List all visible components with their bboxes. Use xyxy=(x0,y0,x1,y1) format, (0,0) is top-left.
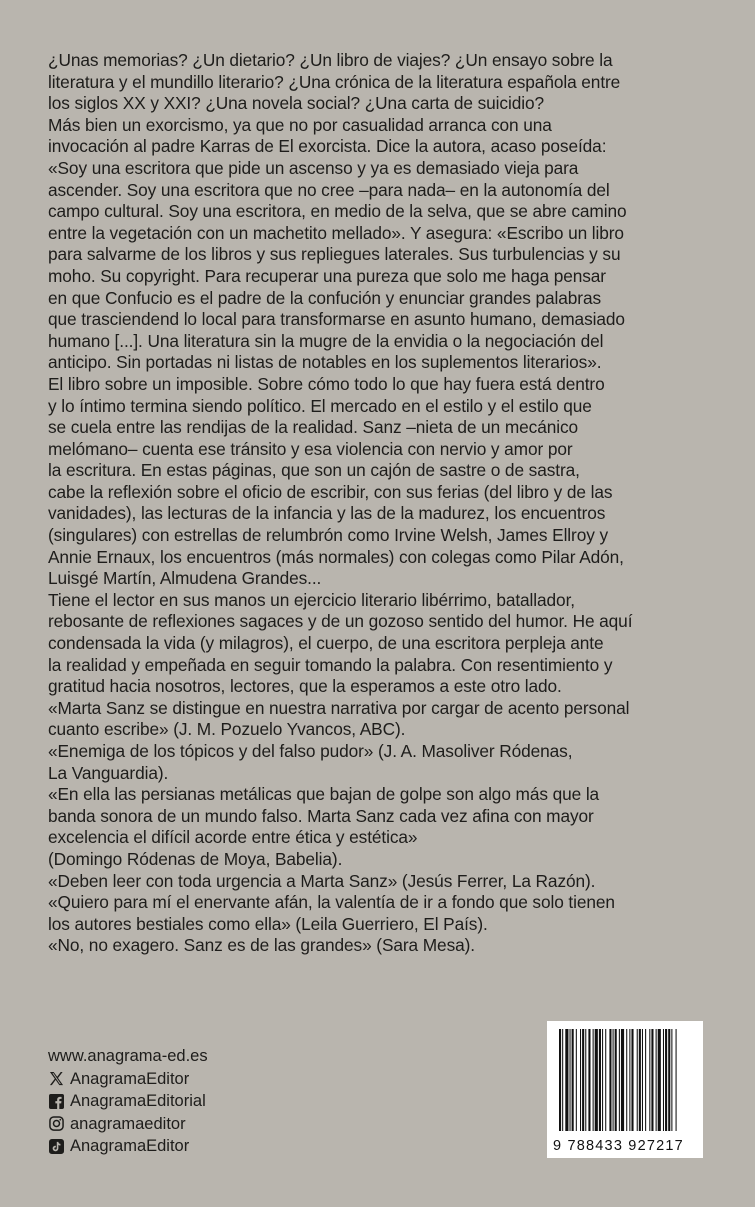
x-icon xyxy=(48,1071,64,1087)
facebook-handle: AnagramaEditorial xyxy=(70,1092,206,1110)
blurb-line: humano [...]. Una literatura sin la mugre de la envidia o la negociación del xyxy=(48,330,604,351)
blurb-line: excelencia el difícil acorde entre ética y estética» xyxy=(48,827,418,848)
blurb-line: rebosante de reflexiones sagaces y de un gozoso sentido del humor. He aquí xyxy=(48,611,633,632)
blurb-line: y lo íntimo termina siendo político. El mercado en el estilo y el estilo que xyxy=(48,395,592,416)
blurb-line: banda sonora de un mundo falso. Marta Sanz cada vez afina con mayor xyxy=(48,805,594,826)
website-link[interactable] xyxy=(48,1045,208,1068)
blurb-line: anticipo. Sin portadas ni listas de notables en los suplementos literarios». xyxy=(48,352,602,373)
blurb-line: «No, no exagero. Sanz es de las grandes» (Sara Mesa). xyxy=(48,935,475,956)
blurb-line: Annie Ernaux, los encuentros (más normales) con colegas como Pilar Adón, xyxy=(48,546,624,567)
facebook-link[interactable] xyxy=(48,1090,208,1113)
blurb-line: literatura y el mundillo literario? ¿Una crónica de la literatura española entre xyxy=(48,71,621,92)
back-cover-blurb xyxy=(48,50,738,957)
tiktok-handle: AnagramaEditor xyxy=(70,1137,190,1155)
website-label: www.anagrama-ed.es xyxy=(48,1047,208,1065)
barcode-bars xyxy=(557,1029,695,1131)
blurb-line: ¿Unas memorias? ¿Un dietario? ¿Un libro de viajes? ¿Un ensayo sobre la xyxy=(48,50,613,70)
publisher-social-links xyxy=(48,1045,208,1158)
blurb-line: se cuela entre las rendijas de la realidad. Sanz –nieta de un mecánico xyxy=(48,417,579,438)
blurb-line: (singulares) con estrellas de relumbrón como Irvine Welsh, James Ellroy y xyxy=(48,525,608,546)
blurb-line: Más bien un exorcismo, ya que no por casualidad arranca con una xyxy=(48,114,552,135)
blurb-line: ascender. Soy una escritora que no cree –para nada– en la autonomía del xyxy=(48,179,610,200)
blurb-line: que trasciendend lo local para transformarse en asunto humano, demasiado xyxy=(48,309,625,330)
blurb-line: entre la vegetación con un machetito mellado». Y asegura: «Escribo un libro xyxy=(48,222,624,243)
blurb-line: El libro sobre un imposible. Sobre cómo todo lo que hay fuera está dentro xyxy=(48,373,605,394)
x-link[interactable] xyxy=(48,1068,208,1091)
blurb-line: «En ella las persianas metálicas que bajan de golpe son algo más que la xyxy=(48,784,600,805)
tiktok-link[interactable] xyxy=(48,1135,208,1158)
blurb-line: melómano– cuenta ese tránsito y esa violencia con nervio y amor por xyxy=(48,438,573,459)
blurb-line: cabe la reflexión sobre el oficio de escribir, con sus ferias (del libro y de las xyxy=(48,481,613,502)
blurb-line: para salvarme de los libros y sus repliegues laterales. Sus turbulencias y su xyxy=(48,244,621,265)
blurb-line: condensada la vida (y milagros), el cuerpo, de una escritora perpleja ante xyxy=(48,633,604,654)
blurb-line: Tiene el lector en sus manos un ejercicio literario libérrimo, batallador, xyxy=(48,589,575,610)
blurb-line: los siglos XX y XXI? ¿Una novela social? ¿Una carta de suicidio? xyxy=(48,93,544,114)
isbn-barcode xyxy=(547,1021,703,1158)
blurb-line: los autores bestiales como ella» (Leila Guerriero, El País). xyxy=(48,913,488,934)
blurb-line: cuanto escribe» (J. M. Pozuelo Yvancos, ABC). xyxy=(48,719,406,740)
blurb-line: invocación al padre Karras de El exorcista. Dice la autora, acaso poseída: xyxy=(48,136,607,157)
blurb-line: «Quiero para mí el enervante afán, la valentía de ir a fondo que solo tienen xyxy=(48,892,615,913)
instagram-link[interactable] xyxy=(48,1113,208,1136)
blurb-line: campo cultural. Soy una escritora, en medio de la selva, que se abre camino xyxy=(48,201,627,222)
blurb-line: Luisgé Martín, Almudena Grandes... xyxy=(48,568,322,589)
blurb-line: vanidades), las lecturas de la infancia y las de la madurez, los encuentros xyxy=(48,503,606,524)
blurb-line: moho. Su copyright. Para recuperar una pureza que solo me haga pensar xyxy=(48,265,606,286)
blurb-line: «Enemiga de los tópicos y del falso pudor» (J. A. Masoliver Ródenas, xyxy=(48,741,573,761)
blurb-line: la realidad y empeñada en seguir tomando la palabra. Con resentimiento y xyxy=(48,654,613,675)
isbn-digits: 9 788433 927217 xyxy=(553,1138,684,1154)
blurb-line: «Marta Sanz se distingue en nuestra narrativa por cargar de acento personal xyxy=(48,697,630,718)
tiktok-icon xyxy=(48,1138,64,1154)
blurb-line: (Domingo Ródenas de Moya, Babelia). xyxy=(48,848,343,869)
instagram-icon xyxy=(48,1116,64,1132)
instagram-handle: anagramaeditor xyxy=(70,1114,186,1133)
blurb-line: La Vanguardia). xyxy=(48,762,169,783)
blurb-line: en que Confucio es el padre de la confución y enunciar grandes palabras xyxy=(48,287,601,308)
facebook-icon xyxy=(48,1093,64,1109)
x-handle: AnagramaEditor xyxy=(70,1069,190,1088)
blurb-line: la escritura. En estas páginas, que son un cajón de sastre o de sastra, xyxy=(48,460,580,481)
blurb-line: «Deben leer con toda urgencia a Marta Sanz» (Jesús Ferrer, La Razón). xyxy=(48,870,596,891)
blurb-line: «Soy una escritora que pide un ascenso y ya es demasiado vieja para xyxy=(48,157,579,178)
blurb-line: gratitud hacia nosotros, lectores, que la esperamos a este otro lado. xyxy=(48,676,562,697)
